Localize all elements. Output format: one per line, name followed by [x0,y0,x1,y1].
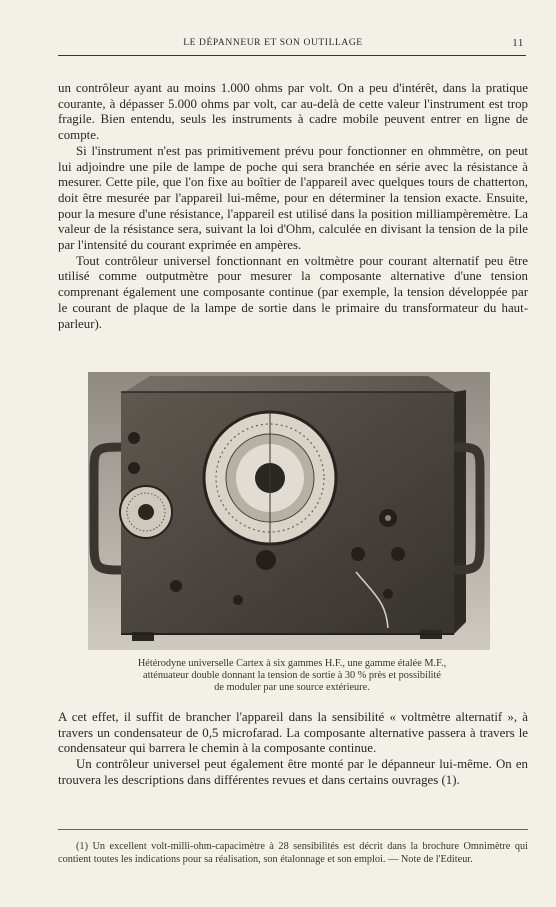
figure-photo-heterodyne [88,372,490,650]
header-rule [58,55,526,56]
paragraph: un contrôleur ayant au moins 1.000 ohms par volt. On a peu d'intérêt, dans la pratique courante, à dépasser 5.000 ohms par volt, car au-delà de cette valeur l'instrument est trop fragile. Bien entendu, seuls les instruments à cadre mobile peuvent entrer en ligne de compte. [58,81,528,143]
body-text-bottom [58,710,528,789]
running-header [58,38,528,54]
paragraph: Si l'instrument n'est pas primitivement prévu pour fonctionner en ohmmètre, on peut lui adjoindre une pile de lampe de poche qui sera branchée en série avec la résistance à mesurer. Cette pile, que l'on fixe au boîtier de l'appareil avec quelques tours de chatterton, doit être mesurée par l'appareil lui-même, pour en déterminer la tension exacte. Ensuite, pour la mesure d'une résistance, l'appareil est utilisé dans la position milliampèremètre. La valeur de la résistance sera, suivant la loi d'Ohm, calculée en divisant la tension de la pile par l'intensité du courant exprimée en ampères. [58,143,528,253]
running-title: LE DÉPANNEUR ET SON OUTILLAGE [183,38,363,48]
footnote-text: (1) Un excellent volt-milli-ohm-capacimètre à 28 sensibilités est décrit dans la brochure Omnimètre qui contient toutes les indications pour sa réalisation, son étalonnage et son emploi. — Note de l'Editeur. [58,841,528,866]
footnote [58,840,528,866]
caption-line: Hétérodyne universelle Cartex à six gammes H.F., une gamme étalée M.F., [137,658,447,669]
figure-caption [72,658,512,695]
body-text-top [58,81,528,332]
paragraph: Un contrôleur universel peut également être monté par le dépanneur lui-même. On en trouvera les descriptions dans différentes revues et dans certains ouvrages (1). [58,757,528,787]
paragraph: Tout contrôleur universel fonctionnant en voltmètre pour courant alternatif peu être utilisé comme outputmètre pour mesurer la composante alternative d'une tension comprenant également une composante continue (par exemple, la tension développée par le courant de plaque de la lampe de sortie dans le primaire du transformateur du haut-parleur). [58,253,528,331]
footnote-rule [58,829,528,830]
heterodyne-illustration [88,372,490,650]
caption-line: de moduler par une source extérieure. [214,682,370,694]
paragraph: A cet effet, il suffit de brancher l'appareil dans la sensibilité « voltmètre alternatif », à travers un condensateur de 0,5 microfarad. La composante alternative passera à travers le condensateur qui barrera le chemin à la composante continue. [58,710,528,756]
page-number: 11 [512,37,524,49]
caption-line: atténuateur double donnant la tension de sortie à 30 % près et possibilité [143,670,441,682]
